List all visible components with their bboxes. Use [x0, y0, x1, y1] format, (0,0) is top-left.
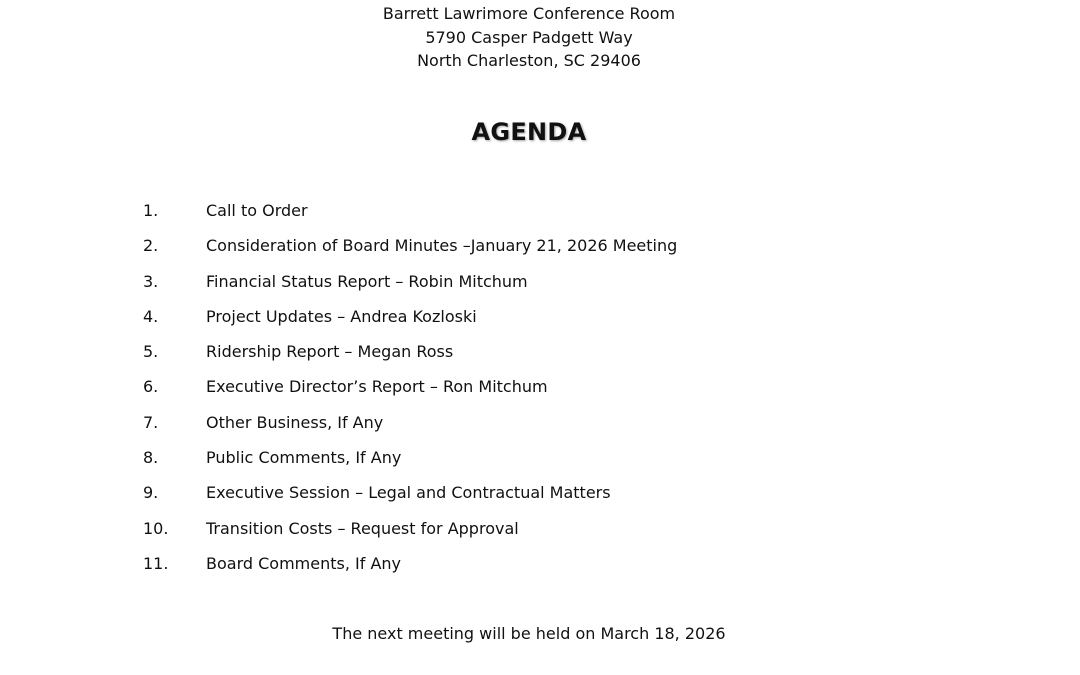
- location-city: North Charleston, SC 29406: [417, 51, 641, 70]
- agenda-item-number: 8.: [143, 448, 159, 468]
- agenda-item-number: 7.: [143, 412, 159, 432]
- agenda-item: [143, 411, 677, 446]
- next-meeting-note: The next meeting will be held on March 18, 2026: [332, 624, 726, 643]
- agenda-item-text: Call to Order: [206, 201, 308, 220]
- agenda-item-number: 4.: [143, 306, 159, 326]
- agenda-item-text: Financial Status Report – Robin Mitchum: [206, 271, 528, 291]
- agenda-item-text: Consideration of Board Minutes –January 21, 2026 Meeting: [206, 236, 678, 256]
- agenda-item-number: 3.: [143, 271, 159, 291]
- location-room: Barrett Lawrimore Conference Room: [382, 4, 676, 23]
- agenda-item-text: Public Comments, If Any: [206, 448, 402, 468]
- agenda-item-number: 2.: [143, 236, 159, 256]
- agenda-item-text: Executive Session – Legal and Contractual Matters: [206, 483, 611, 503]
- agenda-item-number: 11.: [143, 553, 169, 573]
- page-title: AGENDA: [471, 118, 587, 146]
- agenda-item-text: Board Comments, If Any: [206, 553, 401, 573]
- agenda-item: [143, 552, 677, 587]
- agenda-item: [143, 199, 677, 234]
- agenda-item: [143, 375, 677, 410]
- agenda-item-text: Transition Costs – Request for Approval: [206, 518, 519, 538]
- location-street: 5790 Casper Padgett Way: [425, 27, 633, 47]
- agenda-item: [143, 446, 677, 481]
- meeting-location: [0, 2, 1058, 73]
- agenda-item: [143, 270, 677, 305]
- agenda-list: [143, 199, 677, 587]
- agenda-item: [143, 305, 677, 340]
- agenda-item-number: 10.: [143, 518, 169, 538]
- agenda-item: [143, 234, 677, 269]
- agenda-item-number: 1.: [143, 201, 159, 220]
- agenda-item: [143, 481, 677, 516]
- agenda-item-number: 6.: [143, 377, 159, 397]
- agenda-item-text: Other Business, If Any: [206, 412, 384, 432]
- agenda-item-text: Project Updates – Andrea Kozloski: [206, 306, 477, 326]
- agenda-item-number: 5.: [143, 342, 159, 362]
- agenda-item: [143, 517, 677, 552]
- agenda-item-text: Executive Director’s Report – Ron Mitchum: [206, 377, 548, 397]
- agenda-item-text: Ridership Report – Megan Ross: [206, 342, 454, 362]
- agenda-item-number: 9.: [143, 483, 159, 503]
- agenda-item: [143, 340, 677, 375]
